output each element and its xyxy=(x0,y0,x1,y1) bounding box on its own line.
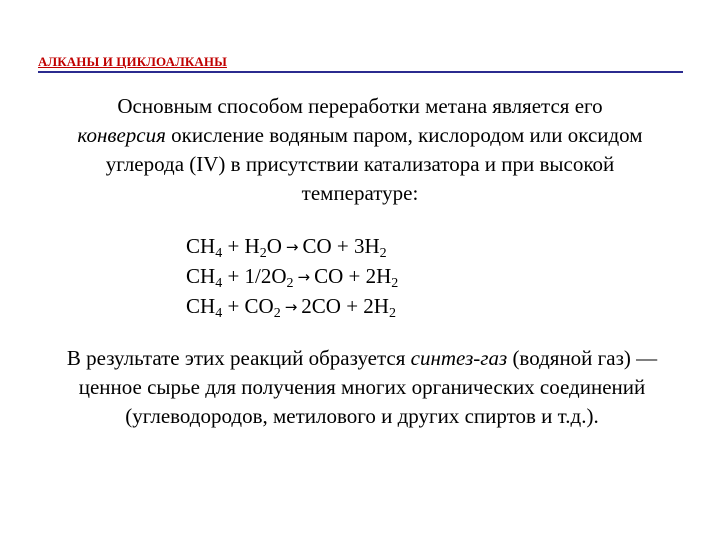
result-italic-term: синтез-газ xyxy=(410,346,508,370)
formula-text: CH xyxy=(186,234,216,258)
formula-text: + H xyxy=(222,234,260,258)
formula-subscript: 2 xyxy=(273,306,281,321)
intro-text-end: окисление водяным паром, кислородом или оксидом углерода (IV) в присутствии катализатора и при высокой температуре: xyxy=(105,123,643,205)
formula-subscript: 2 xyxy=(379,246,387,261)
equation-2 xyxy=(186,262,398,292)
equations-block xyxy=(186,232,398,322)
formula-text: CH xyxy=(186,264,216,288)
intro-text-start: Основным способом переработки метана является его xyxy=(117,94,603,118)
formula-text: 2CO + 2H xyxy=(301,294,389,318)
formula-subscript: 2 xyxy=(391,276,399,291)
formula-text: CH xyxy=(186,294,216,318)
formula-subscript: 2 xyxy=(388,306,396,321)
formula-text: + 1/2O xyxy=(222,264,287,288)
reaction-arrow-icon: → xyxy=(297,268,311,286)
formula-subscript: 4 xyxy=(215,306,223,321)
formula-subscript: 2 xyxy=(259,246,267,261)
reaction-arrow-icon: → xyxy=(284,298,298,316)
formula-text: CO + 2H xyxy=(314,264,392,288)
equation-1 xyxy=(186,232,398,262)
formula-text: CO + 3H xyxy=(302,234,380,258)
result-paragraph xyxy=(52,344,672,431)
result-text-end: (водяной газ) — ценное сырье для получения многих органических соединений (углеводородов, метилового и других спиртов и т.д.). xyxy=(78,346,658,428)
intro-paragraph xyxy=(60,92,660,208)
slide-header xyxy=(38,54,683,73)
formula-subscript: 4 xyxy=(215,276,223,291)
formula-text: O xyxy=(266,234,282,258)
result-text-start: В результате этих реакций образуется xyxy=(66,346,406,370)
formula-text: + CO xyxy=(222,294,274,318)
equation-3 xyxy=(186,292,398,322)
intro-italic-term: конверсия xyxy=(77,123,166,147)
formula-subscript: 4 xyxy=(215,246,223,261)
reaction-arrow-icon: → xyxy=(285,238,299,256)
formula-subscript: 2 xyxy=(286,276,294,291)
slide-title: АЛКАНЫ И ЦИКЛОАЛКАНЫ xyxy=(38,54,227,69)
